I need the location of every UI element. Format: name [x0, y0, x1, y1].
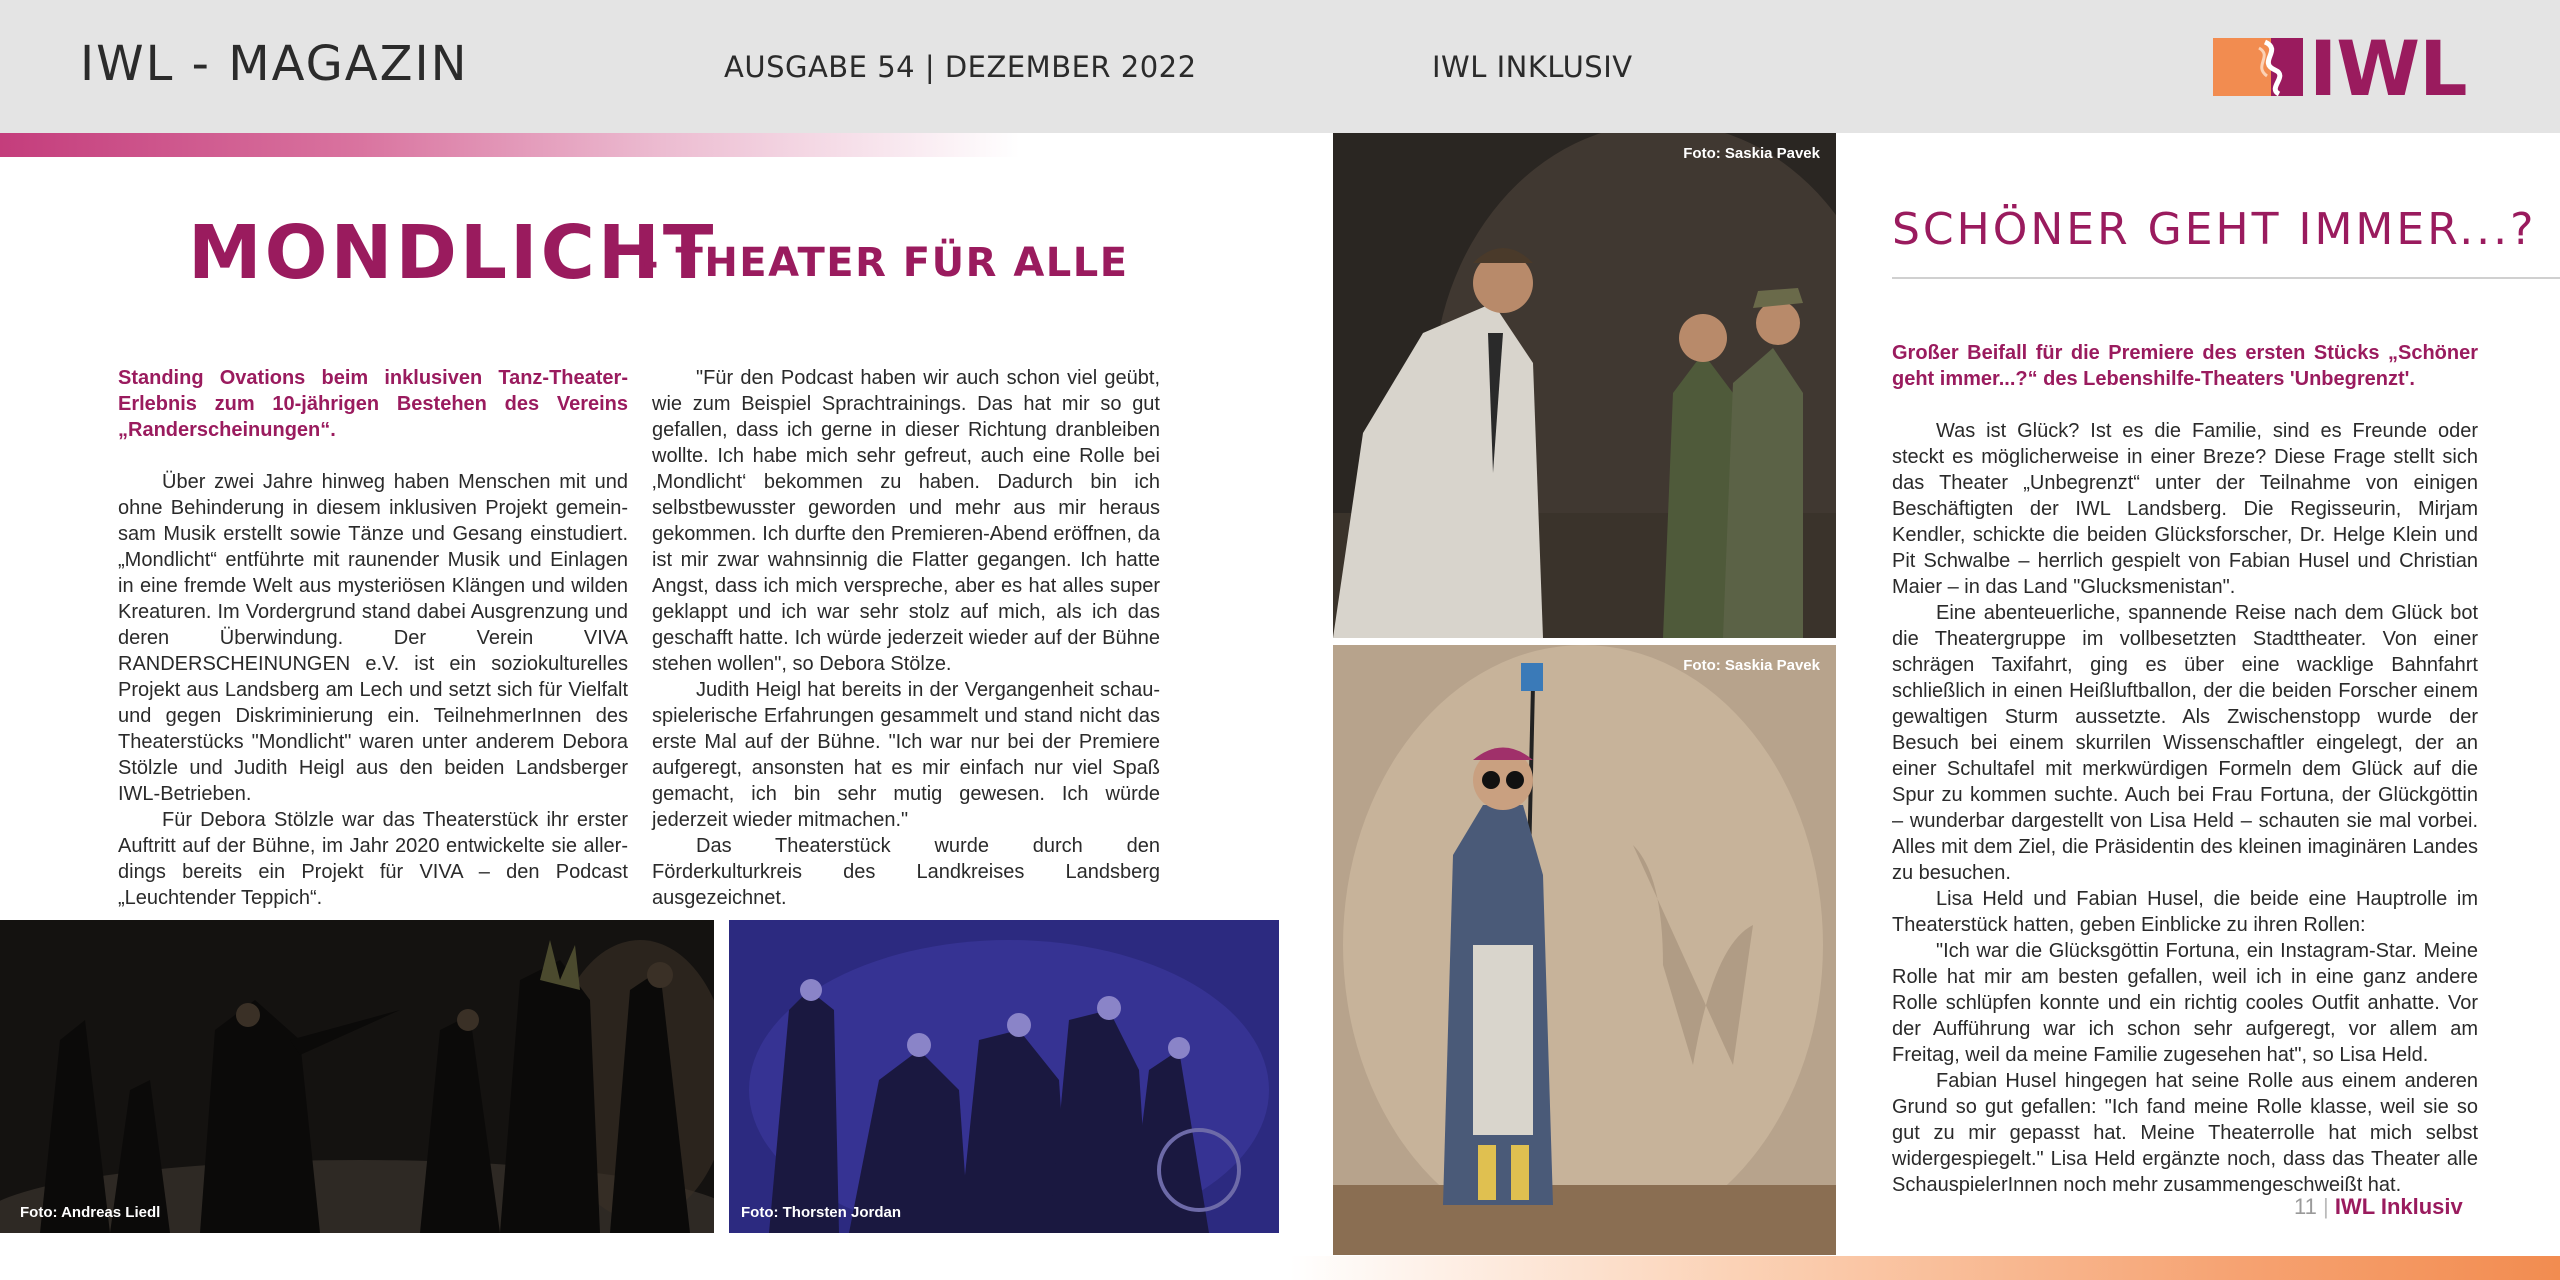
iwl-logo	[2213, 24, 2477, 113]
stage-photo-mondlicht-2	[729, 920, 1279, 1233]
photo-credit: Foto: Saskia Pavek	[1683, 145, 1820, 162]
stage-photo-fortuna-image	[1333, 645, 1836, 1255]
section-label: IWL INKLUSIV	[1432, 50, 1633, 84]
body-paragraph: Was ist Glück? Ist es die Familie, sind es Freunde oder steckt es möglicherweise in einer Breze? Diese Frage stellt sich das Theater „Unbegrenzt“ unter der Teilnahme von einigen Beschäftigten der IWL Landsberg. Die Regisseurin, Mirjam Kendler, schickte die beiden Glücksforscher, Dr. Helge Klein und Pit Schwalbe – herrlich gespielt von Fabian Husel und Christian Maier – in das Land "Glucksmenistan".	[1892, 420, 2478, 598]
stage-photo-fortuna	[1333, 645, 1836, 1255]
photo-credit: Foto: Andreas Liedl	[20, 1204, 161, 1221]
article-lead: Großer Beifall für die Premiere des ersten Stücks „Schöner geht immer...?“ des Lebenshilfe-Theaters 'Unbegrenzt'.	[1892, 342, 2478, 390]
stage-photo-dark-image	[0, 920, 714, 1233]
stage-photo-scientist-image	[1333, 133, 1836, 638]
body-paragraph: Fabian Husel hingegen hat seine Rolle aus einem anderen Grund so gut gefallen: "Ich fand meine Rolle klasse, weil sie so gut zu mir gepasst hat. Meine Theaterrolle hat mich selbst widergespiegelt." Lisa Held ergänzte noch, dass das Theater alle SchauspielerInnen noch mehr zusammengeschweißt hat.	[1892, 1070, 2478, 1196]
issue-label: AUSGABE 54 | DEZEMBER 2022	[724, 50, 1197, 84]
body-paragraph: "Ich war die Glücksgöttin Fortuna, ein Instagram-Star. Meine Rolle hat mir am besten gefallen, weil ich in eine ganz andere Rolle schlüpfen konnte und ein richtig cooles Outfit anhatte. Vor der Aufführung war ich schon sehr aufgeregt, vor allem am Freitag, weil da meine Familie zugesehen hat", so Lisa Held.	[1892, 940, 2478, 1066]
magazine-title: IWL - MAGAZIN	[80, 36, 469, 92]
stage-photo-scientist	[1333, 133, 1836, 638]
page-header	[0, 0, 2560, 133]
photo-credit: Foto: Saskia Pavek	[1683, 657, 1820, 674]
article-subtitle: - THEATER FÜR ALLE	[642, 240, 1129, 286]
iwl-logo-icon	[2213, 38, 2303, 96]
page-footer	[2294, 1194, 2463, 1220]
photo-credit: Foto: Thorsten Jordan	[741, 1204, 901, 1221]
footer-separator: |	[2322, 1194, 2329, 1219]
left-column-2	[652, 365, 1160, 911]
article-title: MONDLICHT	[188, 210, 717, 296]
decorative-gradient-bar	[0, 133, 1020, 157]
article-lead: Standing Ovations beim inklusiven Tanz-Theater-Erlebnis zum 10-jährigen Bestehen des Vereins „Randerscheinungen“.	[118, 367, 628, 441]
right-column	[1892, 340, 2478, 1198]
title-divider	[1892, 277, 2560, 279]
footer-brand: IWL Inklusiv	[2334, 1194, 2463, 1219]
body-paragraph: Lisa Held und Fabian Husel, die beide eine Hauptrolle im Theaterstück hatten, geben Einblicke zu ihren Rollen:	[1892, 888, 2478, 936]
decorative-bottom-bar	[1290, 1256, 2560, 1280]
body-paragraph: Über zwei Jahre hinweg haben Menschen mit und ohne Behinderung in diesem inklusiven Projekt gemeinsam Musik erstellt sowie Tänze und Gesang einstudiert. „Mondlicht“ entführte mit raunender Musik und Einlagen in eine fremde Welt aus mysteriösen Klängen und wilden Kreaturen. Im Vordergrund stand dabei Ausgrenzung und deren Überwindung. Der Verein VIVA RANDERSCHEINUNGEN e.V. ist ein soziokulturelles Projekt aus Landsberg am Lech und setzt sich für Vielfalt und gegen Diskriminierung ein. TeilnehmerInnen des Theaterstücks "Mondlicht" waren unter anderem Debora Stölzle und Judith Heigl aus den beiden Landsberger IWL-Betrieben.	[118, 471, 628, 805]
body-paragraph: Für Debora Stölzle war das Theaterstück ihr erster Auftritt auf der Bühne, im Jahr 2020 entwickelte sie allerdings bereits ein Projekt für VIVA – den Podcast „Leuchtender Teppich“.	[118, 809, 628, 909]
body-paragraph: "Für den Podcast haben wir auch schon viel geübt, wie zum Beispiel Sprachtrainings. Das hat mir so gut gefallen, dass ich gerne in dieser Richtung dranbleiben wollte. Ich habe mich sehr gefreut, auch eine Rolle bei ‚Mondlicht‘ bekommen zu haben. Dadurch bin ich selbstbewusster geworden und mehr aus mir heraus gekommen. Ich durfte den Premieren-Abend eröffnen, da ist mir zwar wahnsinnig die Flatter gegangen. Ich hatte Angst, dass ich mich verspreche, aber es hat alles super geklappt und ich war sehr stolz auf mich, als ich das geschafft hatte. Ich würde jederzeit wieder auf der Bühne stehen wollen", so Debora Stölze.	[652, 367, 1160, 675]
left-column-1	[118, 365, 628, 911]
body-paragraph: Eine abenteuerliche, spannende Reise nach dem Glück bot die Theatergruppe im vollbesetzten Stadttheater. Von einer schrägen Taxifahrt, ging es über eine wacklige Bahnfahrt schließlich in einen Heißluftballon, der die beiden Forscher einem gewaltigen Sturm aussetzte. Als Zwischenstopp wurde der Besuch bei einem skurrilen Wissenschaftler eingelegt, der an einer Schultafel mit merkwürdigen Formeln dem Glück auf die Spur zu kommen suchte. Auch bei Frau Fortuna, der Glückgöttin – wunderbar dargestellt von Lisa Held – schauten sie mal vorbei. Alles mit dem Ziel, die Präsidentin des kleinen imaginären Landes zu besuchen.	[1892, 602, 2478, 884]
right-article-title: SCHÖNER GEHT IMMER...?	[1892, 204, 2537, 255]
body-paragraph: Judith Heigl hat bereits in der Vergangenheit schauspielerische Erfahrungen gesammelt und stand nicht das erste Mal auf der Bühne. "Ich war nur bei der Premiere aufgeregt, ansonsten hat es mir einfach nur viel Spaß gemacht, ich bin sehr mutig gewesen. Ich würde jederzeit wieder mitmachen."	[652, 679, 1160, 831]
page-number: 11	[2294, 1194, 2317, 1219]
stage-photo-mondlicht-1	[0, 920, 714, 1233]
iwl-logo-text: IWL	[2309, 24, 2467, 113]
body-paragraph: Das Theaterstück wurde durch den Förderkulturkreis des Landkreises Landsberg ausgezeichnet.	[652, 835, 1160, 909]
stage-photo-blue-image	[729, 920, 1279, 1233]
